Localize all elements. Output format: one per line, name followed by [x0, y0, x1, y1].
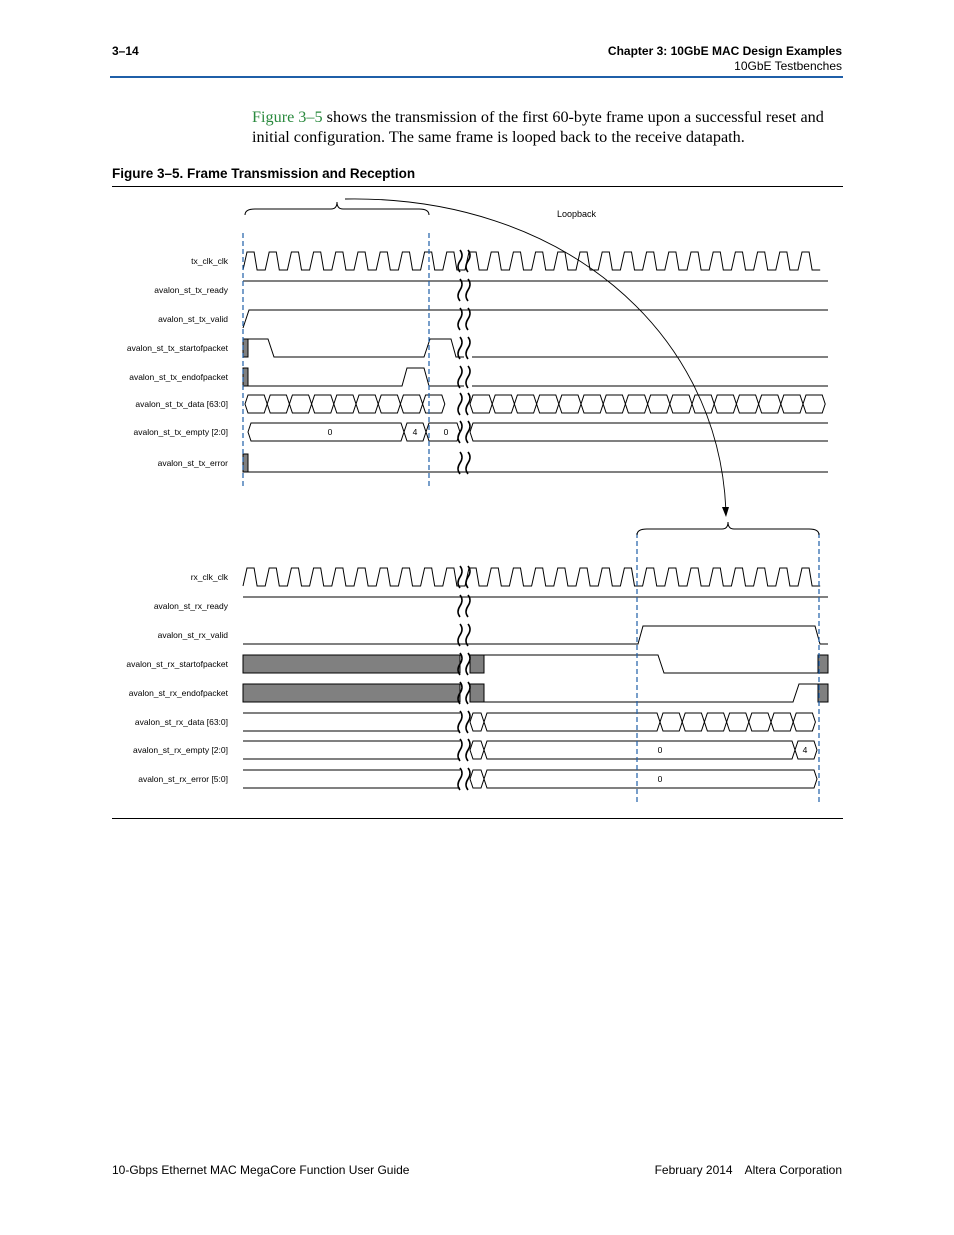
rx-eop-wave	[484, 684, 818, 702]
tx-data-bus	[559, 395, 581, 413]
break-mark	[458, 768, 462, 790]
bus-value-label: 4	[412, 427, 418, 437]
break-mark	[466, 768, 470, 790]
break-mark	[466, 421, 470, 443]
tx-data-bus	[625, 395, 647, 413]
rx-eop-unknown	[243, 684, 460, 702]
intro-text: shows the transmission of the first 60-byte frame upon a successful reset and initial configuration. The same frame is looped back to the receive datapath.	[252, 108, 824, 146]
rx-error-bus	[484, 770, 817, 788]
footer-info	[655, 1163, 842, 1177]
rx-valid-wave	[243, 626, 828, 644]
tx-empty-bus	[470, 423, 828, 441]
rx-error-bus	[470, 770, 484, 788]
rx-data-bus	[727, 713, 749, 731]
tx-data-bus	[581, 395, 603, 413]
break-mark	[466, 308, 470, 330]
tx-data-bus	[378, 395, 400, 413]
section-title: 10GbE Testbenches	[734, 59, 842, 73]
tx-data-bus	[781, 395, 803, 413]
break-mark	[458, 624, 462, 646]
tx-data-bus	[692, 395, 714, 413]
break-mark	[466, 711, 470, 733]
tx-data-bus	[267, 395, 289, 413]
break-mark	[458, 308, 462, 330]
rx-data-bus	[793, 713, 815, 731]
rx-eop-unknown	[470, 684, 484, 702]
signal-label: avalon_st_tx_error	[157, 458, 228, 468]
bus-value-label: 0	[657, 745, 663, 755]
rx-sop-wave	[484, 655, 818, 673]
signal-label: avalon_st_rx_ready	[153, 601, 228, 611]
tx-frame-brace	[245, 202, 429, 215]
signal-label: avalon_st_rx_data [63:0]	[134, 717, 228, 727]
tx-data-bus	[803, 395, 825, 413]
tx-data-bus	[670, 395, 692, 413]
rx-data-bus	[484, 713, 660, 731]
break-mark	[458, 250, 462, 272]
bus-value-label: 0	[657, 774, 663, 784]
tx-eop-unknown	[243, 368, 248, 386]
tx-data-bus	[537, 395, 559, 413]
tx-sop-wave	[248, 339, 464, 357]
break-mark	[458, 337, 462, 359]
signal-label: avalon_st_tx_startofpacket	[126, 343, 228, 353]
break-mark	[466, 452, 470, 474]
rx-sop-unknown	[243, 655, 460, 673]
signal-label: avalon_st_rx_empty [2:0]	[133, 745, 228, 755]
break-mark	[458, 421, 462, 443]
signal-label: avalon_st_tx_data [63:0]	[135, 399, 228, 409]
rx-empty-bus	[484, 741, 795, 759]
rx-sop-unknown	[470, 655, 484, 673]
rx-data-bus	[749, 713, 771, 731]
signal-label: avalon_st_tx_endofpacket	[129, 372, 228, 382]
tx-empty-bus	[248, 423, 404, 441]
waveforms	[243, 252, 828, 788]
footer-date: February 2014	[654, 1163, 733, 1177]
break-mark	[466, 595, 470, 617]
rx-data-bus	[682, 713, 704, 731]
tx-data-bus	[714, 395, 736, 413]
tx-data-bus	[470, 395, 492, 413]
tx-data-bus	[736, 395, 758, 413]
tx-data-bus	[312, 395, 334, 413]
break-mark	[458, 566, 462, 588]
markers	[243, 199, 819, 803]
tx-data-bus	[356, 395, 378, 413]
figure-caption: Figure 3–5. Frame Transmission and Reception	[112, 166, 416, 181]
signal-label: avalon_st_rx_valid	[157, 630, 228, 640]
tx-data-bus	[603, 395, 625, 413]
rx-data-bus	[470, 713, 484, 731]
break-mark	[458, 279, 462, 301]
break-mark	[466, 624, 470, 646]
tx-data-bus	[400, 395, 422, 413]
bus-value-label: 0	[443, 427, 449, 437]
break-mark	[466, 682, 470, 704]
tx-error-unknown	[243, 454, 248, 472]
signal-label: tx_clk_clk	[191, 256, 228, 266]
break-mark	[466, 279, 470, 301]
break-mark	[466, 337, 470, 359]
bus-value-label: 0	[327, 427, 333, 437]
tx-data-bus	[423, 395, 445, 413]
break-mark	[458, 366, 462, 388]
signal-label: avalon_st_rx_error [5:0]	[138, 774, 228, 784]
break-mark	[458, 711, 462, 733]
rx-data-bus	[660, 713, 682, 731]
bus-value-label: 4	[802, 745, 808, 755]
signal-label: avalon_st_rx_startofpacket	[126, 659, 228, 669]
tx-eop-wave	[248, 368, 464, 386]
loopback-label: Loopback	[557, 209, 597, 219]
break-mark	[458, 452, 462, 474]
rx-data-bus	[771, 713, 793, 731]
signal-label: rx_clk_clk	[190, 572, 228, 582]
tx-data-bus	[245, 395, 267, 413]
signal-label: avalon_st_tx_empty [2:0]	[133, 427, 228, 437]
loopback-arrowhead	[722, 507, 729, 517]
break-mark	[466, 739, 470, 761]
tx-data-bus	[289, 395, 311, 413]
rx-empty-bus	[470, 741, 484, 759]
break-mark	[466, 366, 470, 388]
footer-guide-title: 10-Gbps Ethernet MAC MegaCore Function User Guide	[112, 1163, 410, 1177]
signal-label: avalon_st_rx_endofpacket	[128, 688, 228, 698]
break-mark	[458, 595, 462, 617]
tx-data-bus	[759, 395, 781, 413]
tx-valid-wave	[243, 310, 828, 328]
page-number: 3–14	[112, 44, 139, 58]
clock-wave	[243, 252, 820, 270]
tx-data-bus	[492, 395, 514, 413]
loopback-arrow	[345, 199, 726, 513]
clock-wave	[243, 568, 820, 586]
signal-label: avalon_st_tx_valid	[158, 314, 228, 324]
footer-company: Altera Corporation	[744, 1163, 842, 1177]
rx-frame-brace	[637, 522, 819, 535]
break-mark	[458, 739, 462, 761]
signal-label: avalon_st_tx_ready	[154, 285, 228, 295]
tx-data-bus	[334, 395, 356, 413]
break-mark	[458, 393, 462, 415]
figure-link[interactable]: Figure 3–5	[252, 108, 323, 126]
tx-data-bus	[514, 395, 536, 413]
tx-data-bus	[648, 395, 670, 413]
signal-labels	[126, 256, 228, 784]
rx-data-bus	[704, 713, 726, 731]
break-mark	[466, 653, 470, 675]
break-mark	[466, 393, 470, 415]
tx-sop-unknown	[243, 339, 248, 357]
chapter-title: Chapter 3: 10GbE MAC Design Examples	[607, 44, 842, 58]
